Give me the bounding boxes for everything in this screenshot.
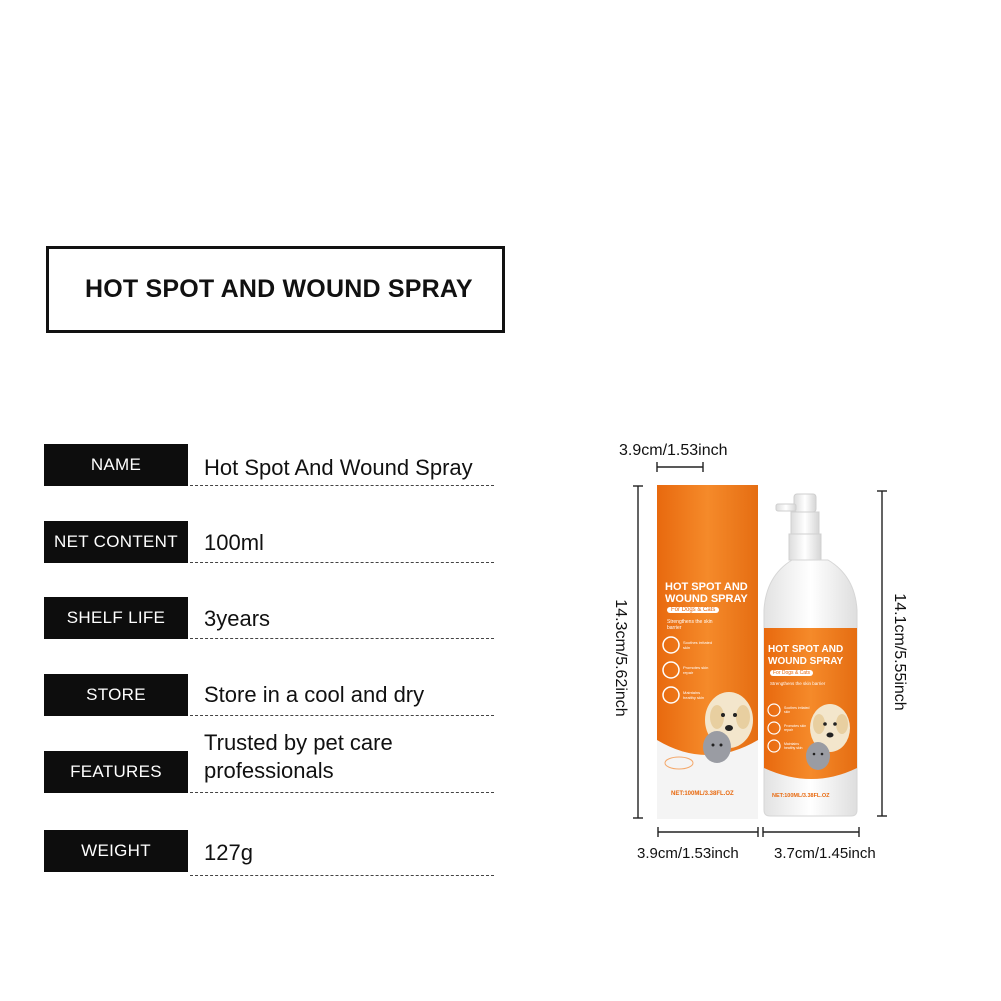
spec-value: 127g	[204, 840, 253, 865]
dashed-divider	[190, 715, 494, 716]
bottle-height-label: 14.1cm/5.55inch	[891, 593, 908, 711]
product-title: HOT SPOT AND WOUND SPRAY	[85, 275, 473, 303]
box-benefit: Maintains healthy skin	[683, 690, 705, 700]
box-height-bracket	[631, 485, 645, 819]
box-benefit: Promotes skin repair	[683, 665, 709, 675]
bottle-subtitle: For Dogs & Cats	[770, 670, 813, 676]
spec-label: NET CONTENT	[44, 521, 188, 563]
spec-row-store	[44, 674, 494, 716]
box-top-width-bracket	[656, 460, 704, 474]
box-top-width-label: 3.9cm/1.53inch	[619, 442, 728, 459]
spec-label: NAME	[44, 444, 188, 486]
box-bottom-width-label: 3.9cm/1.53inch	[637, 845, 739, 862]
spec-label: WEIGHT	[44, 830, 188, 872]
spec-value: Store in a cool and dry	[204, 682, 425, 707]
dashed-divider	[190, 875, 494, 876]
box-title-line1: HOT SPOT AND	[665, 581, 748, 593]
product-box-image	[657, 485, 758, 819]
spec-value: 100ml	[204, 530, 264, 555]
bottle-title-line1: HOT SPOT AND	[768, 644, 844, 655]
box-tagline: Strengthens the skin barrier	[667, 619, 713, 631]
bottle-tagline: Strengthens the skin barrier	[770, 681, 826, 686]
box-subtitle: For Dogs & Cats	[667, 607, 719, 613]
spec-label: FEATURES	[44, 751, 188, 793]
dashed-divider	[190, 638, 494, 639]
bottle-title-line2: WOUND SPRAY	[768, 656, 844, 667]
spec-label: STORE	[44, 674, 188, 716]
box-benefit: Soothes irritated skin	[683, 640, 713, 650]
bottle-net-content: NET:100ML/3.38FL.OZ	[772, 793, 830, 799]
box-bottom-width-bracket	[657, 825, 759, 839]
box-net-content: NET:100ML/3.38FL.OZ	[671, 791, 734, 797]
bottle-benefit: Promotes skin repair	[784, 724, 807, 732]
product-bottle-image	[762, 490, 859, 817]
spec-row-shelf-life	[44, 597, 494, 639]
spec-row-net-content	[44, 521, 494, 563]
bottle-width-bracket	[762, 825, 860, 839]
spec-value: 3years	[204, 606, 271, 631]
spec-row-features	[44, 730, 494, 793]
dashed-divider	[190, 792, 494, 793]
bottle-benefit: Maintains healthy skin	[784, 742, 803, 750]
spec-label: SHELF LIFE	[44, 597, 188, 639]
spec-value: Hot Spot And Wound Spray	[204, 455, 473, 480]
bottle-benefit: Soothes irritated skin	[784, 706, 810, 714]
bottle-height-bracket	[875, 490, 889, 817]
box-title-line2: WOUND SPRAY	[665, 593, 748, 605]
spec-row-weight	[44, 830, 494, 872]
product-title-box	[46, 246, 505, 333]
dashed-divider	[190, 485, 494, 486]
spec-row-name	[44, 444, 494, 486]
spec-value: Trusted by pet care professionals	[204, 730, 393, 783]
bottle-width-label: 3.7cm/1.45inch	[774, 845, 876, 862]
dashed-divider	[190, 562, 494, 563]
box-height-label: 14.3cm/5.62inch	[612, 599, 629, 717]
